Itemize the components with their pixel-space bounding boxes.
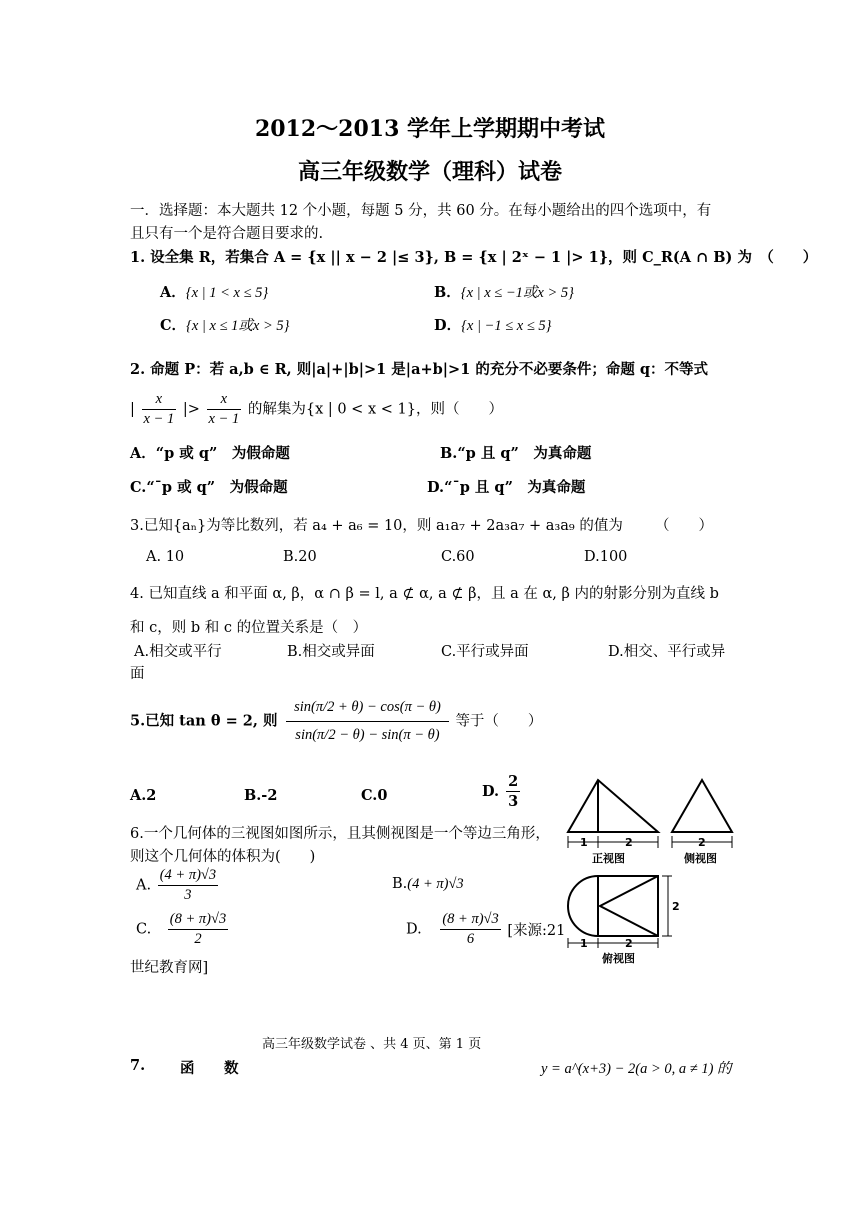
- q4-option-c: C.平行或异面: [441, 644, 529, 660]
- front-view-label: 正视图: [592, 852, 625, 865]
- top-view: [568, 876, 658, 936]
- q4-option-a: A.相交或平行: [134, 644, 222, 660]
- top-dim-2: 2: [625, 937, 633, 950]
- exam-title-line1: 2012～2013 学年上学期期中考试: [254, 116, 606, 142]
- q4-option-d-wrap: 面: [130, 666, 145, 682]
- q6-line2: 则这个几何体的体积为( ): [130, 849, 316, 865]
- q7-word-2: 数: [224, 1060, 239, 1077]
- q5-option-c: C.0: [361, 787, 388, 804]
- top-view-label: 俯视图: [602, 952, 635, 965]
- q2-stem-line1: 2. 命题 P：若 a,b ∈ R, 则|a|+|b|>1 是|a+b|>1 的充分不必要条件；命题 q：不等式: [130, 361, 709, 378]
- q6-option-c: C. $\frac{(8 + \pi)√3}{2}$: [136, 911, 227, 947]
- q5-stem: 5.已知 tan θ = 2, 则 $\frac{\sin(\pi/2 + \theta) - \cos(\pi - \theta)}{\sin(\pi/2 - \theta) - \sin(\pi - \theta)}$ 等于（ ）: [130, 694, 542, 749]
- q6-option-a: A. $\frac{(4 + \pi)√3}{3}$: [136, 867, 217, 903]
- q2-option-d: D.“ˉp 且 q” 为真命题: [427, 479, 586, 496]
- q4-option-b: B.相交或异面: [287, 644, 375, 660]
- q5-option-b: B.-2: [244, 787, 278, 804]
- section-header-line1: 一．选择题：本大题共 12 个小题，每题 5 分，共 60 分。在每小题给出的四个选项中，有: [130, 203, 712, 219]
- q4-line1: 4. 已知直线 a 和平面 α, β，α ∩ β = l, a ⊄ α, a ⊄ β，且 a 在 α, β 内的射影分别为直线 b: [130, 586, 719, 602]
- q6-line1: 6.一个几何体的三视图如图所示，且其侧视图是一个等边三角形，: [130, 826, 550, 842]
- q6-option-b: B.(4 + π)√3: [392, 876, 464, 892]
- q1-option-c: C．{x | x ≤ 1或x > 5}: [160, 317, 290, 334]
- q5-option-d: D. $\frac{2}{3}$: [482, 773, 519, 810]
- q6-source-note-wrap: 世纪教育网]: [130, 960, 209, 976]
- q3-stem: 3.已知{aₙ}为等比数列，若 a₄ + a₆ = 10，则 a₁a₇ + 2a₃a₇ + a₃a₉ 的值为: [130, 518, 623, 534]
- front-dim-2: 2: [625, 836, 633, 849]
- q5-option-a: A.2: [130, 787, 157, 804]
- side-view-label: 侧视图: [684, 852, 717, 865]
- q4-option-d: D.相交、平行或异: [608, 644, 726, 660]
- q3-paren: （ ）: [655, 518, 713, 534]
- three-view-figure: [560, 772, 738, 968]
- page-footer: 高三年级数学试卷 、共 4 页、第 1 页: [262, 1037, 482, 1052]
- front-dim-1: 1: [580, 836, 588, 849]
- top-dim-2-vertical: 2: [672, 900, 680, 913]
- section-header-line2: 且只有一个是符合题目要求的.: [130, 226, 324, 242]
- q2-stem-line2: | $\frac{x}{x - 1}$ |> $\frac{x}{x - 1}$ 的解集为{x | 0 < x < 1}，则（ ）: [130, 391, 503, 427]
- q3-option-a: A. 10: [146, 549, 185, 565]
- q6-option-d: D. $\frac{(8 + \pi)√3}{6}$ [来源:21: [406, 911, 566, 947]
- q3-option-b: B.20: [283, 549, 317, 565]
- top-dim-1: 1: [580, 937, 588, 950]
- q1-stem: 1. 设全集 R，若集合 A = {x || x − 2 |≤ 3}, B = {x | 2ˣ − 1 |> 1}，则 C_R(A ∩ B) 为 （ ）: [130, 249, 818, 266]
- q7-formula: y = a^(x+3) − 2(a > 0, a ≠ 1) 的: [541, 1061, 732, 1077]
- q4-line2: 和 c，则 b 和 c 的位置关系是（ ）: [130, 620, 368, 636]
- q3-option-c: C.60: [441, 549, 475, 565]
- q1-option-b: B．{x | x ≤ −1或x > 5}: [434, 284, 574, 301]
- front-view: [568, 780, 658, 832]
- q1-option-d: D．{x | −1 ≤ x ≤ 5}: [434, 317, 552, 334]
- q2-option-a: A．“p 或 q” 为假命题: [130, 445, 290, 462]
- q2-option-c: C.“ˉp 或 q” 为假命题: [130, 479, 288, 496]
- side-view: [672, 780, 732, 832]
- side-dim-2: 2: [698, 836, 706, 849]
- q7-word-1: 函: [180, 1060, 195, 1077]
- exam-title-line2: 高三年级数学（理科）试卷: [297, 159, 562, 185]
- q7-number: 7.: [130, 1057, 146, 1074]
- q2-option-b: B.“p 且 q” 为真命题: [440, 445, 592, 462]
- q1-option-a: A．{x | 1 < x ≤ 5}: [160, 284, 269, 301]
- q3-option-d: D.100: [584, 549, 628, 565]
